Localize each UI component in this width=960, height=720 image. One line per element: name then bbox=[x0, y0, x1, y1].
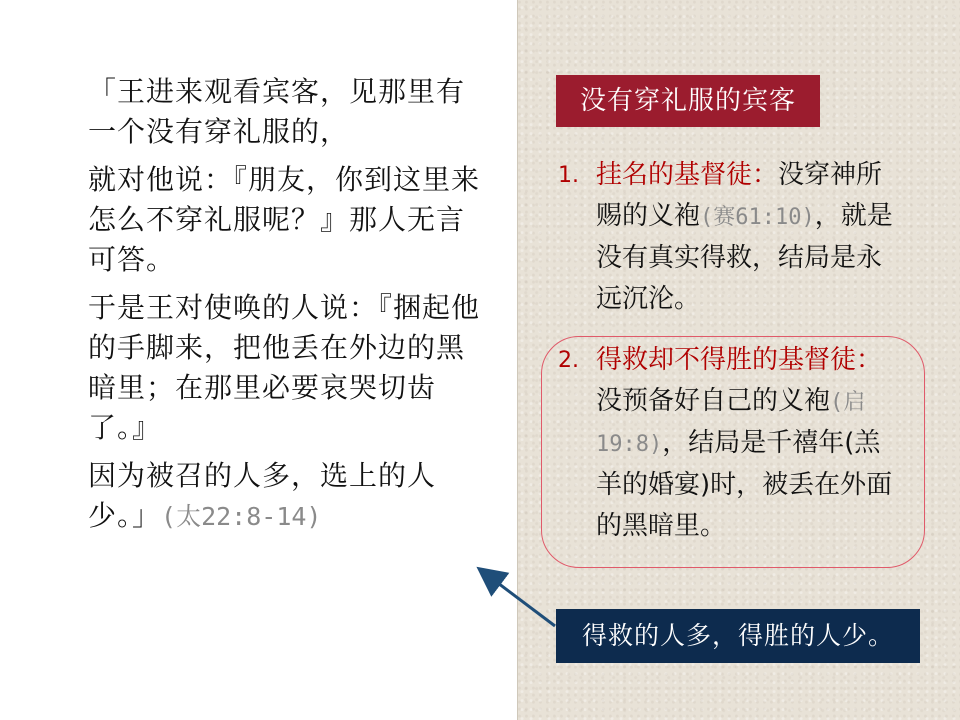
point-reference: (赛61:10) bbox=[700, 205, 815, 230]
scripture-text: 就对他说：『朋友，你到这里来怎么不穿礼服呢？』那人无言可答。 bbox=[88, 163, 481, 276]
point-reference: (启19:8) bbox=[596, 390, 866, 457]
point-number: 1. bbox=[558, 163, 579, 188]
point-item bbox=[558, 340, 898, 547]
point-text: 没预备好自己的义袍 bbox=[596, 386, 831, 416]
scripture-paragraph bbox=[88, 72, 488, 152]
point-text: ，结局是千禧年(羔羊的婚宴)时，被丢在外面的黑暗里。 bbox=[596, 428, 893, 541]
scripture-text: 于是王对使唤的人说：『捆起他的手脚来，把他丢在外边的黑暗里；在那里必要哀哭切齿了。』 bbox=[88, 291, 481, 444]
scripture-paragraph bbox=[88, 160, 488, 280]
scripture-quote bbox=[88, 72, 488, 545]
scripture-reference: (太22:8-14) bbox=[161, 502, 322, 531]
point-title: 挂名的基督徒： bbox=[596, 160, 779, 190]
point-body bbox=[596, 155, 898, 320]
conclusion-box: 得救的人多，得胜的人少。 bbox=[556, 609, 920, 663]
point-text: ，就是没有真实得救，结局是永远沉沦。 bbox=[596, 201, 893, 314]
scripture-text: 因为被召的人多，选上的人少。」 bbox=[88, 459, 437, 532]
scripture-paragraph bbox=[88, 456, 488, 537]
point-body bbox=[596, 340, 898, 547]
point-number: 2. bbox=[558, 348, 579, 373]
section-heading: 没有穿礼服的宾客 bbox=[556, 75, 820, 127]
scripture-paragraph bbox=[88, 288, 488, 448]
point-text: 没穿神所赐的义袍 bbox=[596, 160, 883, 231]
scripture-text: 「王进来观看宾客，见那里有一个没有穿礼服的， bbox=[88, 75, 466, 148]
point-title: 得救却不得胜的基督徒： bbox=[596, 345, 883, 375]
point-item bbox=[558, 155, 898, 320]
